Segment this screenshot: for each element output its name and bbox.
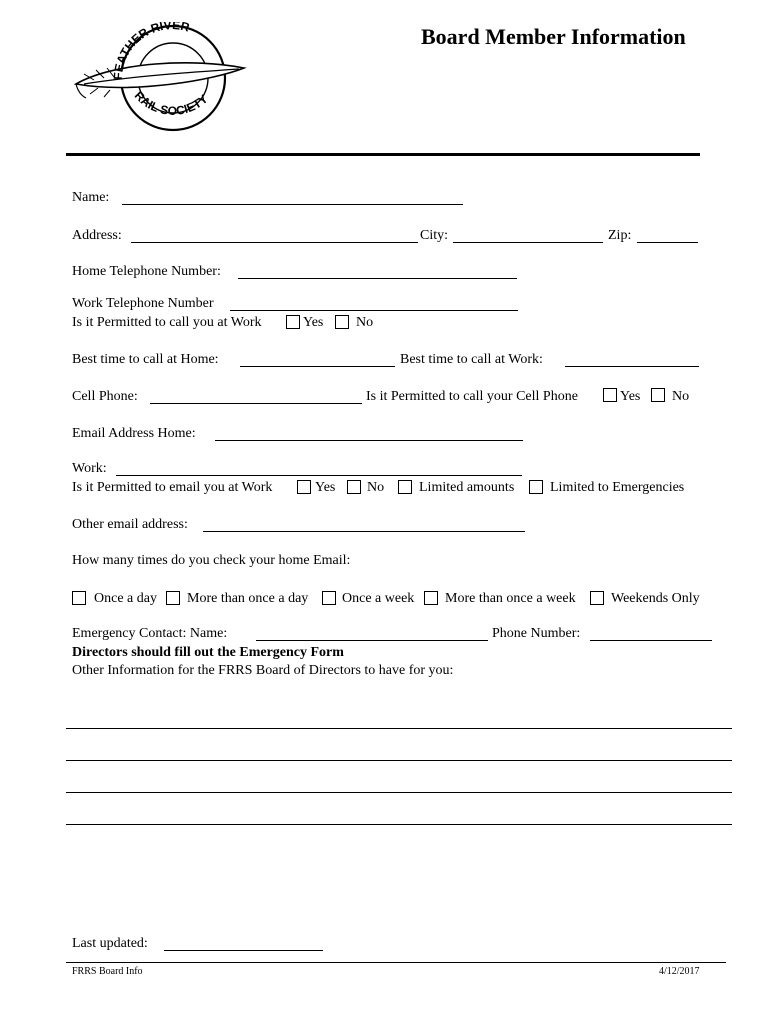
best-home-label: Best time to call at Home: [72,352,219,367]
svg-text:RAIL SOCIETY: RAIL SOCIETY [131,88,211,118]
permit-work-yes-checkbox[interactable] [286,315,300,329]
cell-field[interactable] [150,403,362,404]
name-label: Name: [72,190,110,205]
home-phone-field[interactable] [238,278,517,279]
zip-label: Zip: [608,228,632,243]
permit-cell-label: Is it Permitted to call your Cell Phone [366,389,578,404]
other-info-label: Other Information for the FRRS Board of Directors to have for you: [72,663,454,678]
freq-once-week-checkbox[interactable] [322,591,336,605]
cell-label: Cell Phone: [72,389,138,404]
best-home-field[interactable] [240,366,395,367]
work-phone-field[interactable] [230,310,518,311]
freq-once-day-label: Once a day [94,591,157,606]
city-label: City: [420,228,449,243]
freq-more-day-label: More than once a day [187,591,309,606]
permit-cell-no-checkbox[interactable] [651,388,665,402]
permit-cell-no-label: No [672,389,690,404]
address-label: Address: [72,228,122,243]
permit-work-no-label: No [356,315,374,330]
permit-email-limited-emergencies-label: Limited to Emergencies [550,480,685,495]
permit-email-limited-amounts-checkbox[interactable] [398,480,412,494]
work-phone-label: Work Telephone Number [72,296,214,311]
last-updated-label: Last updated: [72,936,148,951]
svg-text:FEATHER RIVER: FEATHER RIVER [110,22,191,81]
freq-weekends-label: Weekends Only [611,591,700,606]
permit-cell-yes-checkbox[interactable] [603,388,617,402]
page-title: Board Member Information [421,24,686,49]
zip-field[interactable] [637,242,698,243]
best-work-label: Best time to call at Work: [400,352,543,367]
footer-rule [66,962,726,963]
freq-more-day-checkbox[interactable] [166,591,180,605]
address-field[interactable] [131,242,418,243]
best-work-field[interactable] [565,366,699,367]
phone-number-label: Phone Number: [492,626,581,641]
permit-work-yes-label: Yes [303,315,324,330]
work-email-field[interactable] [116,475,522,476]
other-info-line-3[interactable] [66,792,732,793]
permit-email-no-label: No [367,480,385,495]
footer-left: FRRS Board Info [72,966,143,977]
city-field[interactable] [453,242,603,243]
other-email-label: Other email address: [72,517,188,532]
permit-work-no-checkbox[interactable] [335,315,349,329]
permit-email-limited-emergencies-checkbox[interactable] [529,480,543,494]
permit-email-yes-checkbox[interactable] [297,480,311,494]
permit-email-no-checkbox[interactable] [347,480,361,494]
directors-note: Directors should fill out the Emergency Form [72,645,344,660]
permit-email-label: Is it Permitted to email you at Work [72,480,273,495]
work-email-label: Work: [72,461,107,476]
permit-email-limited-amounts-label: Limited amounts [419,480,515,495]
freq-once-day-checkbox[interactable] [72,591,86,605]
title-rule [66,153,700,156]
permit-cell-yes-label: Yes [620,389,641,404]
name-field[interactable] [122,204,463,205]
last-updated-field[interactable] [164,950,323,951]
freq-weekends-checkbox[interactable] [590,591,604,605]
freq-once-week-label: Once a week [342,591,415,606]
feather-logo-icon [74,22,254,132]
phone-number-field[interactable] [590,640,712,641]
other-info-line-4[interactable] [66,824,732,825]
other-email-field[interactable] [203,531,525,532]
home-phone-label: Home Telephone Number: [72,264,221,279]
emergency-contact-field[interactable] [256,640,488,641]
permit-email-yes-label: Yes [315,480,336,495]
email-home-label: Email Address Home: [72,426,196,441]
email-home-field[interactable] [215,440,523,441]
permit-work-label: Is it Permitted to call you at Work [72,315,262,330]
logo [74,22,254,132]
other-info-line-2[interactable] [66,760,732,761]
check-email-question: How many times do you check your home Email: [72,553,351,568]
other-info-line-1[interactable] [66,728,732,729]
freq-more-week-label: More than once a week [445,591,576,606]
emergency-contact-label: Emergency Contact: Name: [72,626,228,641]
freq-more-week-checkbox[interactable] [424,591,438,605]
footer-date: 4/12/2017 [659,966,700,977]
